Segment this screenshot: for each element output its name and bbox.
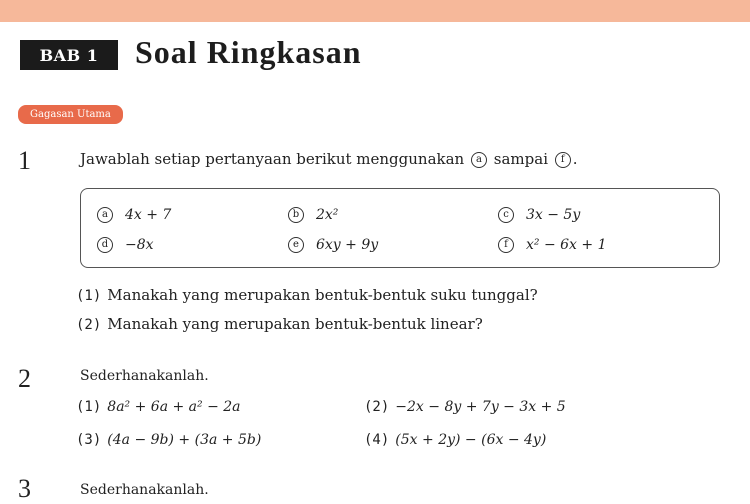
chapter-badge: BAB 1 xyxy=(20,40,118,70)
option-a xyxy=(95,207,171,223)
circled-letter-icon: e xyxy=(288,237,304,253)
sub-text: Manakah yang merupakan bentuk-bentuk linear? xyxy=(107,315,483,333)
question-1-sub-1 xyxy=(76,286,538,304)
question-2-item-1 xyxy=(76,397,241,415)
circled-letter-icon: a xyxy=(471,152,487,168)
question-2-item-4 xyxy=(364,430,546,448)
option-d xyxy=(95,237,154,253)
item-expression: −2x − 8y + 7y − 3x + 5 xyxy=(395,399,566,415)
question-1-number: 1 xyxy=(18,146,31,175)
question-3-number: 3 xyxy=(18,474,31,503)
circled-letter-icon: d xyxy=(97,237,113,253)
item-label: (3) xyxy=(76,432,102,448)
question-2-instruction: Sederhanakanlah. xyxy=(80,368,209,384)
option-e xyxy=(286,237,378,253)
circled-letter-icon: f xyxy=(555,152,571,168)
top-decorative-band xyxy=(0,0,750,22)
option-expression: x² − 6x + 1 xyxy=(526,237,607,253)
question-3-instruction: Sederhanakanlah. xyxy=(80,482,209,498)
option-expression: 2x² xyxy=(316,207,339,223)
option-expression: 3x − 5y xyxy=(526,207,581,223)
item-expression: (4a − 9b) + (3a + 5b) xyxy=(107,432,262,448)
item-label: (1) xyxy=(76,399,102,415)
option-expression: 4x + 7 xyxy=(125,207,172,223)
option-f xyxy=(496,237,606,253)
item-expression: 8a² + 6a + a² − 2a xyxy=(107,399,241,415)
question-1-instruction xyxy=(80,150,578,168)
sub-label: (1) xyxy=(76,288,102,304)
option-expression: −8x xyxy=(125,237,154,253)
option-c xyxy=(496,207,580,223)
circled-letter-icon: f xyxy=(498,237,514,253)
item-expression: (5x + 2y) − (6x − 4y) xyxy=(395,432,547,448)
instruction-end: . xyxy=(572,150,578,168)
question-1-sub-2 xyxy=(76,315,483,333)
circled-letter-icon: c xyxy=(498,207,514,223)
sub-text: Manakah yang merupakan bentuk-bentuk suku tunggal? xyxy=(107,286,538,304)
circled-letter-icon: a xyxy=(97,207,113,223)
main-idea-tag: Gagasan Utama xyxy=(18,105,123,124)
question-2-item-2 xyxy=(364,397,566,415)
options-box xyxy=(80,188,720,268)
sub-label: (2) xyxy=(76,317,102,333)
option-expression: 6xy + 9y xyxy=(316,237,379,253)
page-title: Soal Ringkasan xyxy=(135,34,362,70)
circled-letter-icon: b xyxy=(288,207,304,223)
instruction-middle: sampai xyxy=(493,150,548,168)
question-2-number: 2 xyxy=(18,364,31,393)
question-2-item-3 xyxy=(76,430,261,448)
instruction-text: Jawablah setiap pertanyaan berikut menggunakan xyxy=(80,150,465,168)
item-label: (2) xyxy=(364,399,390,415)
item-label: (4) xyxy=(364,432,390,448)
option-b xyxy=(286,207,338,223)
